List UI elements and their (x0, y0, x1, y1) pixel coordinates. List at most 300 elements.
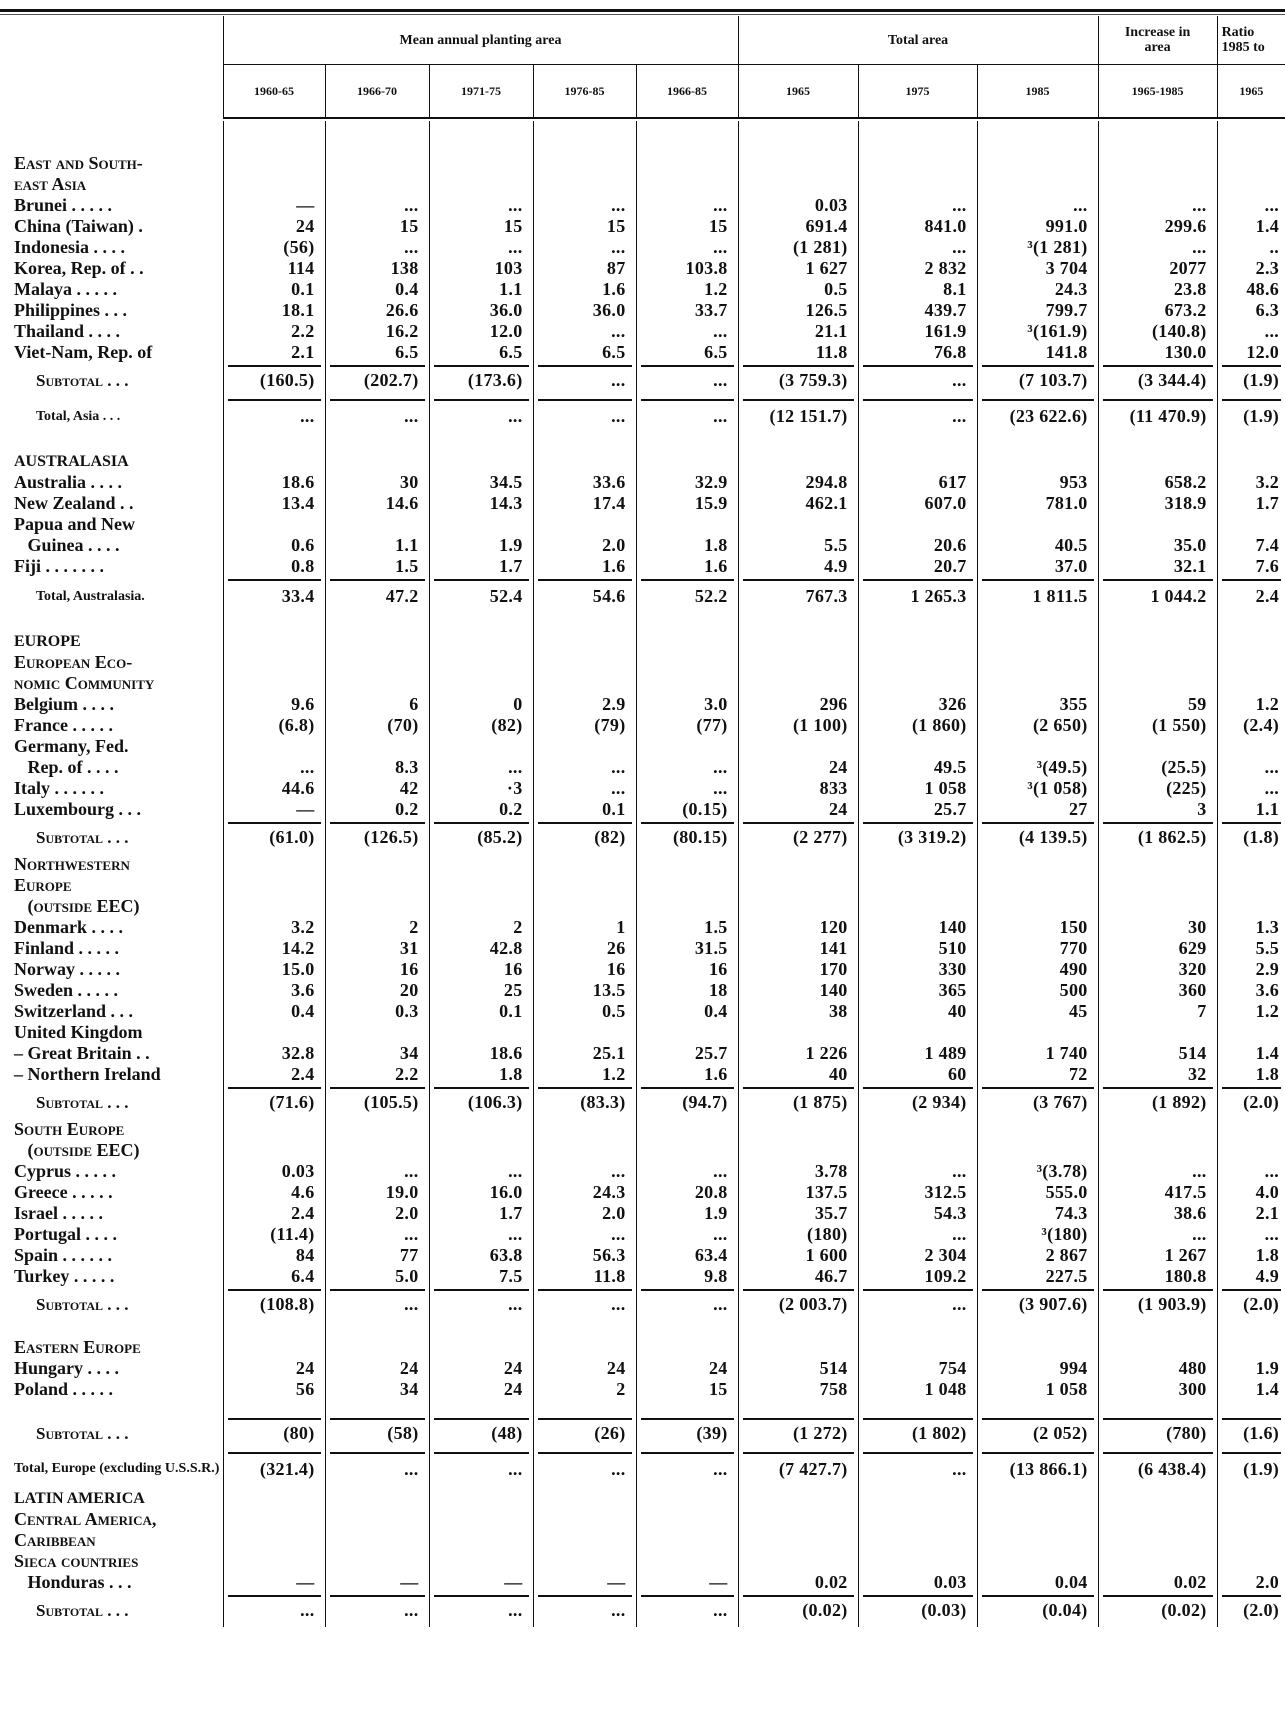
row-label: Philippines . . . (14, 300, 128, 320)
cell-1971-75 (429, 1321, 533, 1337)
cell-1965-1985 (1098, 121, 1217, 153)
cell-1965-1985: ... (1098, 195, 1217, 216)
cell-1975 (858, 1400, 977, 1416)
cell-1960-65 (223, 673, 325, 694)
cell-1965: (12 151.7) (738, 397, 858, 435)
cell-1966-85: 16 (636, 959, 738, 980)
cell-1976-85: 11.8 (533, 1266, 636, 1287)
cell-1966-70: (105.5) (325, 1085, 429, 1119)
row-label: Total, Europe (excluding U.S.S.R.) (14, 1461, 220, 1476)
cell-1966-85 (636, 736, 738, 757)
subtotal-row (0, 1287, 1285, 1321)
cell-1965: 2.1 (1217, 1203, 1285, 1224)
total-row (0, 397, 1285, 435)
cell-1976-85: 2.0 (533, 535, 636, 556)
cell-1985: 3 704 (977, 258, 1098, 279)
cell-1971-75 (429, 451, 533, 472)
cell-1960-65 (223, 1321, 325, 1337)
cell-1966-70 (325, 652, 429, 673)
cell-1965-1985: 3 (1098, 799, 1217, 820)
cell-1966-85: 31.5 (636, 938, 738, 959)
stub-header (0, 65, 223, 119)
cell-1965-1985 (1098, 1400, 1217, 1416)
cell-1960-65: 6.4 (223, 1266, 325, 1287)
cell-1971-75: (106.3) (429, 1085, 533, 1119)
cell-1976-85: (79) (533, 715, 636, 736)
row-label (0, 1400, 223, 1416)
cell-1965-1985: 7 (1098, 1001, 1217, 1022)
cell-1965-1985 (1098, 1119, 1217, 1140)
cell-1965: 2.4 (1217, 577, 1285, 615)
cell-1966-70 (325, 854, 429, 875)
cell-1975 (858, 1509, 977, 1530)
cell-1976-85 (533, 1321, 636, 1337)
cell-1975 (858, 896, 977, 917)
cell-1971-75: 42.8 (429, 938, 533, 959)
row-label: – Northern Ireland (14, 1064, 161, 1084)
cell-1966-85: 15.9 (636, 493, 738, 514)
cell-1971-75: 14.3 (429, 493, 533, 514)
cell-1965: ... (1217, 321, 1285, 342)
cell-1965 (738, 673, 858, 694)
cell-1971-75: ... (429, 1287, 533, 1321)
cell-1965: (1.9) (1217, 1450, 1285, 1488)
cell-1976-85 (533, 673, 636, 694)
cell-1971-75 (429, 1488, 533, 1509)
cell-1976-85: ... (533, 1450, 636, 1488)
cell-1965: (1.6) (1217, 1416, 1285, 1450)
cell-1966-70: ... (325, 1287, 429, 1321)
cell-1966-70 (325, 174, 429, 195)
cell-1966-85: — (636, 1572, 738, 1593)
cell-1975 (858, 615, 977, 631)
cell-1965-1985: 130.0 (1098, 342, 1217, 363)
cell-1965: 0.03 (738, 195, 858, 216)
cell-1965: 141 (738, 938, 858, 959)
cell-1975: 60 (858, 1064, 977, 1085)
table-row (0, 493, 1285, 514)
cell-1985: 72 (977, 1064, 1098, 1085)
cell-1975: 161.9 (858, 321, 977, 342)
cell-1976-85: ... (533, 778, 636, 799)
cell-1965: 1.8 (1217, 1064, 1285, 1085)
cell-1976-85 (533, 1400, 636, 1416)
cell-1960-65: — (223, 195, 325, 216)
cell-1966-70: 8.3 (325, 757, 429, 778)
cell-1985: ³(1 281) (977, 237, 1098, 258)
cell-1976-85: 13.5 (533, 980, 636, 1001)
section-heading: nomic Community (14, 673, 155, 693)
cell-1985: 1 740 (977, 1043, 1098, 1064)
cell-1965: 1 600 (738, 1245, 858, 1266)
cell-1965 (738, 435, 858, 451)
cell-1985: 799.7 (977, 300, 1098, 321)
cell-1965 (1217, 1400, 1285, 1416)
cell-1965 (1217, 514, 1285, 535)
section-heading: Caribbean (14, 1530, 96, 1550)
section-heading: South Europe (14, 1119, 125, 1139)
cell-1975: 25.7 (858, 799, 977, 820)
cell-1971-75: 63.8 (429, 1245, 533, 1266)
cell-1965 (738, 1400, 858, 1416)
cell-1965-1985 (1098, 631, 1217, 652)
subtotal-row (0, 363, 1285, 397)
spacer-row (0, 615, 1285, 631)
cell-1965: 1.7 (1217, 493, 1285, 514)
cell-1966-85: 52.2 (636, 577, 738, 615)
cell-1960-65 (223, 1551, 325, 1572)
table-row (0, 1064, 1285, 1085)
cell-1965-1985: 180.8 (1098, 1266, 1217, 1287)
cell-1965-1985: (140.8) (1098, 321, 1217, 342)
cell-1965-1985: ... (1098, 1161, 1217, 1182)
cell-1960-65 (223, 1509, 325, 1530)
cell-1965: 35.7 (738, 1203, 858, 1224)
cell-1976-85 (533, 736, 636, 757)
section-heading-row (0, 652, 1285, 673)
cell-1975 (858, 1140, 977, 1161)
cell-1976-85: 25.1 (533, 1043, 636, 1064)
section-heading-row (0, 896, 1285, 917)
cell-1971-75: ·3 (429, 778, 533, 799)
cell-1965-1985: (0.02) (1098, 1593, 1217, 1627)
cell-1965 (1217, 1509, 1285, 1530)
cell-1971-75: 36.0 (429, 300, 533, 321)
cell-1985: 40.5 (977, 535, 1098, 556)
cell-1966-70 (325, 435, 429, 451)
cell-1975: (1 860) (858, 715, 977, 736)
cell-1966-85: (94.7) (636, 1085, 738, 1119)
cell-1965-1985: 320 (1098, 959, 1217, 980)
cell-1965: 170 (738, 959, 858, 980)
cell-1965 (738, 875, 858, 896)
row-label: Rep. of . . . . (14, 757, 119, 777)
cell-1960-65: 0.6 (223, 535, 325, 556)
cell-1965: 7.4 (1217, 535, 1285, 556)
table-row (0, 1182, 1285, 1203)
cell-1965-1985 (1098, 896, 1217, 917)
cell-1985 (977, 736, 1098, 757)
cell-1985 (977, 514, 1098, 535)
cell-1966-85 (636, 1551, 738, 1572)
cell-1965: 833 (738, 778, 858, 799)
cell-1965-1985: (1 892) (1098, 1085, 1217, 1119)
cell-1976-85: 26 (533, 938, 636, 959)
cell-1976-85: ... (533, 195, 636, 216)
cell-1960-65: 15.0 (223, 959, 325, 980)
cell-1965: 1.9 (1217, 1358, 1285, 1379)
section-heading-row (0, 153, 1285, 174)
cell-1965: 1.8 (1217, 1245, 1285, 1266)
cell-1966-70 (325, 896, 429, 917)
cell-1965 (738, 1530, 858, 1551)
cell-1975: 439.7 (858, 300, 977, 321)
cell-1965: 1.4 (1217, 1043, 1285, 1064)
cell-1966-70: 0.2 (325, 799, 429, 820)
cell-1971-75: ... (429, 1161, 533, 1182)
cell-1975: ... (858, 397, 977, 435)
cell-1966-85: ... (636, 778, 738, 799)
cell-1976-85: 15 (533, 216, 636, 237)
cell-1976-85 (533, 896, 636, 917)
cell-1976-85: 2.0 (533, 1203, 636, 1224)
cell-1971-75: 0.2 (429, 799, 533, 820)
cell-1965: ... (1217, 778, 1285, 799)
cell-1965-1985 (1098, 875, 1217, 896)
cell-1976-85: 0.5 (533, 1001, 636, 1022)
cell-1966-70 (325, 1119, 429, 1140)
column-header-1985: 1985 (977, 65, 1098, 119)
cell-1965-1985: 514 (1098, 1043, 1217, 1064)
row-label: Guinea . . . . (14, 535, 120, 555)
cell-1965 (738, 854, 858, 875)
section-heading: AUSTRALASIA (14, 453, 129, 470)
table-row (0, 1203, 1285, 1224)
cell-1965: 120 (738, 917, 858, 938)
cell-1985 (977, 435, 1098, 451)
cell-1965 (1217, 615, 1285, 631)
cell-1976-85 (533, 1530, 636, 1551)
cell-1966-85: 1.6 (636, 1064, 738, 1085)
cell-1965 (738, 1509, 858, 1530)
cell-1965-1985 (1098, 1337, 1217, 1358)
cell-1966-85 (636, 875, 738, 896)
cell-1985 (977, 1400, 1098, 1416)
cell-1965: ... (1217, 757, 1285, 778)
cell-1965: 4.9 (1217, 1266, 1285, 1287)
cell-1965 (738, 1119, 858, 1140)
cell-1976-85: 6.5 (533, 342, 636, 363)
cell-1965-1985 (1098, 451, 1217, 472)
section-heading: east Asia (14, 174, 87, 194)
cell-1966-70: (126.5) (325, 820, 429, 854)
cell-1971-75 (429, 673, 533, 694)
cell-1965-1985: 38.6 (1098, 1203, 1217, 1224)
cell-1960-65: 0.8 (223, 556, 325, 577)
cell-1966-85: ... (636, 397, 738, 435)
cell-1965 (1217, 451, 1285, 472)
cell-1975: ... (858, 363, 977, 397)
cell-1966-70: ... (325, 195, 429, 216)
cell-1976-85: 2 (533, 1379, 636, 1400)
cell-1985 (977, 631, 1098, 652)
cell-1971-75 (429, 1530, 533, 1551)
cell-1976-85: 1 (533, 917, 636, 938)
cell-1976-85: ... (533, 1593, 636, 1627)
cell-1960-65: (108.8) (223, 1287, 325, 1321)
row-label: Subtotal . . . (36, 1600, 129, 1620)
cell-1975: 2 832 (858, 258, 977, 279)
cell-1966-70 (325, 451, 429, 472)
table-row (0, 694, 1285, 715)
cell-1965: 294.8 (738, 472, 858, 493)
cell-1976-85 (533, 615, 636, 631)
cell-1966-85: ... (636, 1593, 738, 1627)
row-label (0, 1321, 223, 1337)
cell-1966-85: 0.4 (636, 1001, 738, 1022)
cell-1966-70 (325, 1140, 429, 1161)
top-rule (0, 9, 1285, 12)
cell-1960-65: 3.6 (223, 980, 325, 1001)
row-label: Subtotal . . . (36, 1294, 129, 1314)
cell-1965 (738, 153, 858, 174)
cell-1985: ³(161.9) (977, 321, 1098, 342)
subtotal-row (0, 1593, 1285, 1627)
table-row (0, 556, 1285, 577)
cell-1966-85 (636, 1022, 738, 1043)
cell-1966-70: 20 (325, 980, 429, 1001)
spacer-row (0, 1400, 1285, 1416)
cell-1971-75: 0 (429, 694, 533, 715)
cell-1966-85: 63.4 (636, 1245, 738, 1266)
cell-1975: ... (858, 1287, 977, 1321)
cell-1966-85: 15 (636, 216, 738, 237)
cell-1966-85: 1.8 (636, 535, 738, 556)
cell-1965 (1217, 174, 1285, 195)
cell-1985: (13 866.1) (977, 1450, 1098, 1488)
cell-1965 (1217, 631, 1285, 652)
table-row (0, 757, 1285, 778)
cell-1976-85 (533, 854, 636, 875)
cell-1975: 1 265.3 (858, 577, 977, 615)
cell-1971-75: 24 (429, 1379, 533, 1400)
cell-1966-85 (636, 652, 738, 673)
row-label: Papua and New (14, 514, 136, 534)
section-heading: Sieca countries (14, 1551, 139, 1571)
cell-1960-65: (11.4) (223, 1224, 325, 1245)
cell-1985: 150 (977, 917, 1098, 938)
cell-1965-1985: 2077 (1098, 258, 1217, 279)
row-label: Subtotal . . . (36, 1423, 129, 1443)
cell-1966-85: 20.8 (636, 1182, 738, 1203)
cell-1965-1985: 629 (1098, 938, 1217, 959)
spacer-row (0, 121, 1285, 153)
table-row (0, 980, 1285, 1001)
cell-1966-85: 1.5 (636, 917, 738, 938)
cell-1975: (1 802) (858, 1416, 977, 1450)
table-row (0, 321, 1285, 342)
cell-1960-65 (223, 174, 325, 195)
row-label: United Kingdom (14, 1022, 143, 1042)
cell-1975 (858, 1488, 977, 1509)
subtotal-row (0, 820, 1285, 854)
table-row (0, 195, 1285, 216)
cell-1965: 5.5 (1217, 938, 1285, 959)
cell-1985: 141.8 (977, 342, 1098, 363)
row-label: Total, Australasia. (36, 588, 145, 604)
cell-1965: 1 627 (738, 258, 858, 279)
cell-1966-85: 24 (636, 1358, 738, 1379)
cell-1965: 4.0 (1217, 1182, 1285, 1203)
cell-1971-75: ... (429, 195, 533, 216)
cell-1971-75: 15 (429, 216, 533, 237)
cell-1985 (977, 153, 1098, 174)
cell-1965: 48.6 (1217, 279, 1285, 300)
cell-1971-75 (429, 854, 533, 875)
cell-1976-85: 87 (533, 258, 636, 279)
cell-1966-85 (636, 1530, 738, 1551)
row-label: Indonesia . . . . (14, 237, 126, 257)
cell-1975 (858, 652, 977, 673)
cell-1965 (1217, 1337, 1285, 1358)
cell-1966-70 (325, 615, 429, 631)
row-label: Portugal . . . . (14, 1224, 117, 1244)
cell-1960-65: (321.4) (223, 1450, 325, 1488)
cell-1976-85: ... (533, 757, 636, 778)
cell-1971-75: ... (429, 1450, 533, 1488)
cell-1965-1985: 32.1 (1098, 556, 1217, 577)
cell-1965: (2.4) (1217, 715, 1285, 736)
cell-1966-85: 15 (636, 1379, 738, 1400)
cell-1976-85: 36.0 (533, 300, 636, 321)
cell-1965 (1217, 896, 1285, 917)
cell-1971-75 (429, 896, 533, 917)
cell-1985: 355 (977, 694, 1098, 715)
cell-1965: (1 272) (738, 1416, 858, 1450)
cell-1965-1985: 300 (1098, 1379, 1217, 1400)
cell-1960-65 (223, 1140, 325, 1161)
cell-1971-75: ... (429, 397, 533, 435)
cell-1971-75 (429, 1337, 533, 1358)
cell-1965: (2.0) (1217, 1287, 1285, 1321)
cell-1965 (1217, 652, 1285, 673)
cell-1975: 510 (858, 938, 977, 959)
cell-1966-70: 31 (325, 938, 429, 959)
row-label: Finland . . . . . (14, 938, 120, 958)
cell-1965-1985: (6 438.4) (1098, 1450, 1217, 1488)
cell-1966-70: 34 (325, 1379, 429, 1400)
cell-1965-1985: (3 344.4) (1098, 363, 1217, 397)
cell-1966-85 (636, 631, 738, 652)
cell-1965: 3.6 (1217, 980, 1285, 1001)
cell-1966-70: ... (325, 1593, 429, 1627)
table-row (0, 1224, 1285, 1245)
cell-1971-75: 1.7 (429, 1203, 533, 1224)
cell-1975: (2 934) (858, 1085, 977, 1119)
cell-1976-85 (533, 1119, 636, 1140)
cell-1960-65 (223, 736, 325, 757)
cell-1965 (738, 514, 858, 535)
cell-1966-70 (325, 875, 429, 896)
cell-1985 (977, 1321, 1098, 1337)
column-header-1971-75: 1971-75 (429, 65, 533, 119)
section-heading-row (0, 673, 1285, 694)
table-row (0, 1245, 1285, 1266)
cell-1985: ... (977, 195, 1098, 216)
cell-1985: 555.0 (977, 1182, 1098, 1203)
cell-1966-70: ... (325, 397, 429, 435)
cell-1965-1985: 30 (1098, 917, 1217, 938)
cell-1971-75: 1.8 (429, 1064, 533, 1085)
cell-1960-65: 4.6 (223, 1182, 325, 1203)
column-header-1976-85: 1976-85 (533, 65, 636, 119)
cell-1966-70: 19.0 (325, 1182, 429, 1203)
row-label: Hungary . . . . (14, 1358, 120, 1378)
cell-1965: 462.1 (738, 493, 858, 514)
cell-1985 (977, 1337, 1098, 1358)
cell-1971-75: 16 (429, 959, 533, 980)
cell-1965: 1.4 (1217, 216, 1285, 237)
cell-1966-70 (325, 153, 429, 174)
cell-1965-1985 (1098, 736, 1217, 757)
cell-1966-70: 14.6 (325, 493, 429, 514)
cell-1960-65 (223, 1400, 325, 1416)
cell-1975: 140 (858, 917, 977, 938)
table-row (0, 778, 1285, 799)
cell-1976-85: ... (533, 237, 636, 258)
cell-1965-1985 (1098, 1551, 1217, 1572)
cell-1965-1985 (1098, 1509, 1217, 1530)
